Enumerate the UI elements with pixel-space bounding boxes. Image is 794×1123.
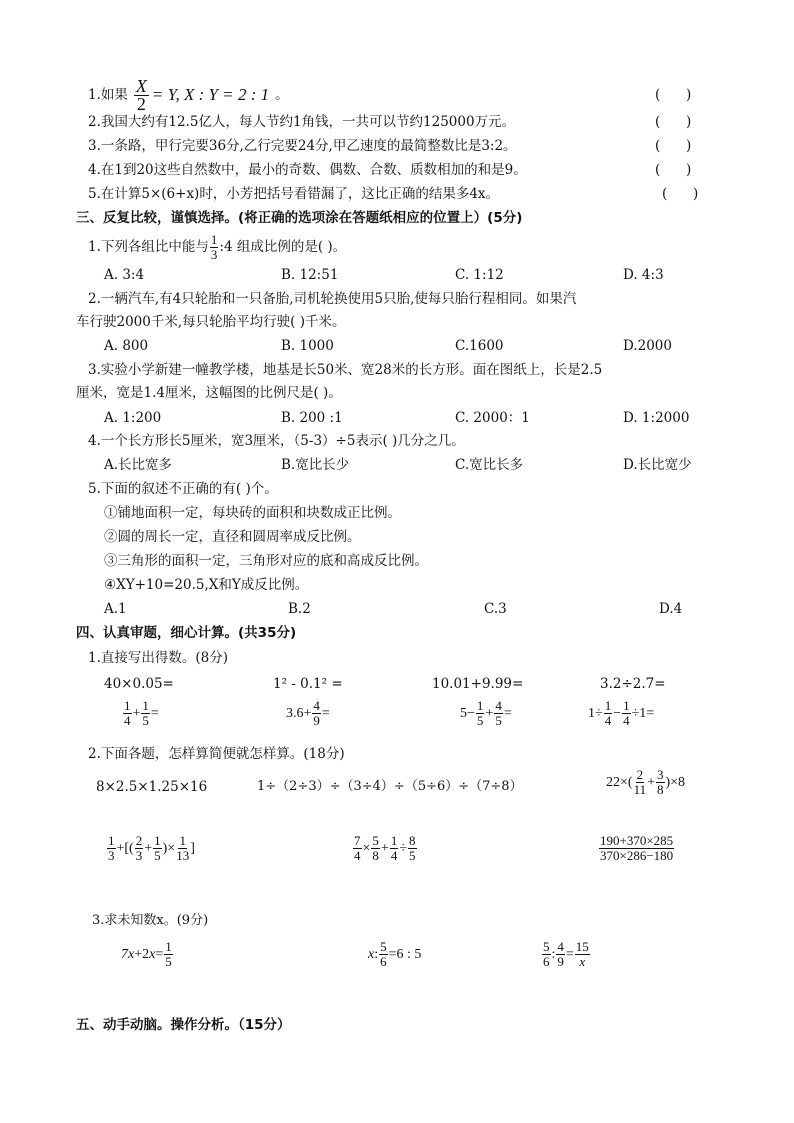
- calc-item: 40×0.05=: [104, 676, 174, 692]
- s3-q3-line1: 3.实验小学新建一幢教学楼，地基是长50米、宽28米的长方形。面在图纸上，长是2.5: [88, 362, 603, 378]
- judge-q1: [88, 75, 289, 114]
- answer-paren[interactable]: ( ): [662, 186, 699, 202]
- s3-q1-prefix: 1.下列各组比中能与: [88, 239, 209, 255]
- judge-q1-expr: = Y, X : Y = 2 : 1: [151, 85, 270, 104]
- s3-q4-option-a[interactable]: A.长比宽多: [104, 457, 173, 473]
- s3-q3-option-b[interactable]: B. 200 :1: [281, 410, 343, 426]
- s3-q5-option-d[interactable]: D.4: [659, 601, 683, 617]
- calc-p2-f: [598, 834, 675, 863]
- s3-q4: 4.一个长方形长5厘米，宽3厘米，（5-3）÷5表示( )几分之几。: [88, 433, 465, 449]
- judge-q1-frac-num: X: [135, 75, 147, 96]
- calc-3-6-plus-4-9: 3.6+ $\frac{4}{9}$ =: [286, 698, 330, 728]
- calc-1-div-fracs: 1÷ $\frac{1}{4}$ − $\frac{1}{4}$ ÷1=: [588, 698, 655, 728]
- section3-title: 三、反复比较，谨慎选择。(将正确的选项涂在答题纸相应的位置上）(5分): [76, 210, 523, 226]
- s3-q4-option-c[interactable]: C.宽比长多: [455, 457, 524, 473]
- calc-item: 1² - 0.1² =: [273, 676, 343, 692]
- calc-frac-1-4-plus-1-5: 1 4 + $\frac{1}{5}$ =: [124, 698, 159, 728]
- s3-q1-suffix: :4 组成比例的是( )。: [219, 239, 347, 255]
- judge-q5: 5.在计算5×(6+x)时，小芳把括号看错漏了，这比正确的结果多4x。: [88, 186, 500, 202]
- answer-paren[interactable]: ( ): [655, 87, 692, 103]
- s3-q1-option-d[interactable]: D. 4:3: [623, 267, 664, 283]
- s3-q2-line2: 车行驶2000千米,每只轮胎平均行驶( )千米。: [76, 314, 346, 330]
- s3-q5-statement-3: ③三角形的面积一定，三角形对应的底和高成反比例。: [104, 553, 428, 569]
- fraction-denominator: 3: [210, 246, 218, 262]
- s3-q2-option-d[interactable]: D.2000: [623, 338, 672, 354]
- section4-title: 四、认真审题，细心计算。(共35分): [76, 625, 297, 641]
- judge-q1-end: 。: [275, 87, 289, 103]
- judge-q1-frac-den: 2: [136, 93, 146, 114]
- s3-q1-option-c[interactable]: C. 1:12: [455, 267, 504, 283]
- s3-q1-option-b[interactable]: B. 12:51: [281, 267, 339, 283]
- s3-q5-statement-2: ②圆的周长一定，直径和圆周率成反比例。: [104, 529, 361, 545]
- equation-2: x : $\frac{5}{6}$ =6 : 5: [368, 939, 422, 969]
- calc-p2-b: 1÷（2÷3）÷（3÷4）÷（5÷6）÷（7÷8）: [257, 779, 523, 794]
- calc-p2-c: 22×( 2 11 + $\frac{3}{8}$ )×8: [606, 767, 686, 797]
- s3-q1-option-a[interactable]: A. 3:4: [104, 267, 145, 283]
- equation-1: 7x +2 x = $\frac{1}{5}$: [121, 939, 172, 969]
- s3-q5-statement-4: ④XY+10=20.5,X和Y成反比例。: [104, 577, 309, 593]
- judge-q1-prefix: 1.如果: [88, 87, 128, 103]
- answer-paren[interactable]: ( ): [655, 114, 692, 130]
- calc-p2-e: $\frac{7}{4}$ × $\frac{5}{8}$ + $\frac{1}{4}$ ÷ $\frac{8}{5}$: [354, 833, 416, 863]
- s3-q2-option-c[interactable]: C.1600: [455, 338, 504, 354]
- s3-q5-statement-1: ①铺地面积一定，每块砖的面积和块数成正比例。: [104, 505, 401, 521]
- s4-p1-title: 1.直接写出得数。(8分): [88, 650, 229, 666]
- calc-5-minus-fracs: 5− $\frac{1}{5}$ + $\frac{4}{5}$ =: [460, 698, 512, 728]
- s3-q3-option-c[interactable]: C. 2000：1: [455, 410, 530, 426]
- s3-q1: [88, 232, 346, 262]
- s4-p3-title: 3.求未知数x。(9分): [92, 913, 209, 928]
- fraction-numerator: 1: [210, 231, 218, 247]
- section5-title: 五、动手动脑。操作分析。（15分）: [76, 1017, 291, 1033]
- equation-3: 5 6 : $\frac{4}{9}$ = $\frac{15}{x}$: [543, 939, 589, 969]
- s3-q3-option-d[interactable]: D. 1:2000: [623, 410, 690, 426]
- s3-q5: 5.下面的叙述不正确的有( )个。: [88, 481, 278, 497]
- judge-q3: 3.一条路，甲行完要36分,乙行完要24分,甲乙速度的最简整数比是3:2。: [88, 138, 517, 154]
- s4-p2-title: 2.下面各题，怎样算简便就怎样算。(18分): [88, 746, 345, 762]
- s3-q3-option-a[interactable]: A. 1:200: [104, 410, 162, 426]
- s3-q5-option-c[interactable]: C.3: [484, 601, 507, 617]
- s3-q4-option-b[interactable]: B.宽比长少: [281, 457, 350, 473]
- calc-item: 3.2÷2.7=: [600, 676, 666, 692]
- answer-paren[interactable]: ( ): [655, 162, 692, 178]
- s3-q4-option-d[interactable]: D.长比宽少: [623, 457, 692, 473]
- s3-q1-fraction: [210, 233, 219, 262]
- answer-paren[interactable]: ( ): [655, 138, 692, 154]
- fraction-numerator: 190+370×285: [600, 833, 674, 848]
- calc-item: 10.01+9.99=: [432, 676, 524, 692]
- s3-q5-option-b[interactable]: B.2: [288, 601, 311, 617]
- s3-q2-option-a[interactable]: A. 800: [104, 338, 149, 354]
- s3-q3-line2: 厘米，宽是1.4厘米，这幅图的比例尺是( )。: [76, 385, 342, 401]
- s3-q2-line1: 2.一辆汽车,有4只轮胎和一只备胎,司机轮换使用5只胎,使每只胎行程相同。如果汽: [88, 291, 577, 307]
- fraction-denominator: 370×286−180: [600, 848, 674, 863]
- s3-q2-option-b[interactable]: B. 1000: [281, 338, 334, 354]
- s3-q5-option-a[interactable]: A.1: [104, 601, 127, 617]
- calc-p2-d: 1 3 +[( 2 3 + $\frac{1}{5}$ )× $\frac{1}{13}$ ]: [108, 833, 195, 863]
- judge-q2: 2.我国大约有12.5亿人，每人节约1角钱，一共可以节约125000万元。: [88, 114, 516, 130]
- judge-q4: 4.在1到20这些自然数中，最小的奇数、偶数、合数、质数相加的和是9。: [88, 162, 527, 178]
- calc-p2-a: 8×2.5×1.25×16: [96, 779, 208, 795]
